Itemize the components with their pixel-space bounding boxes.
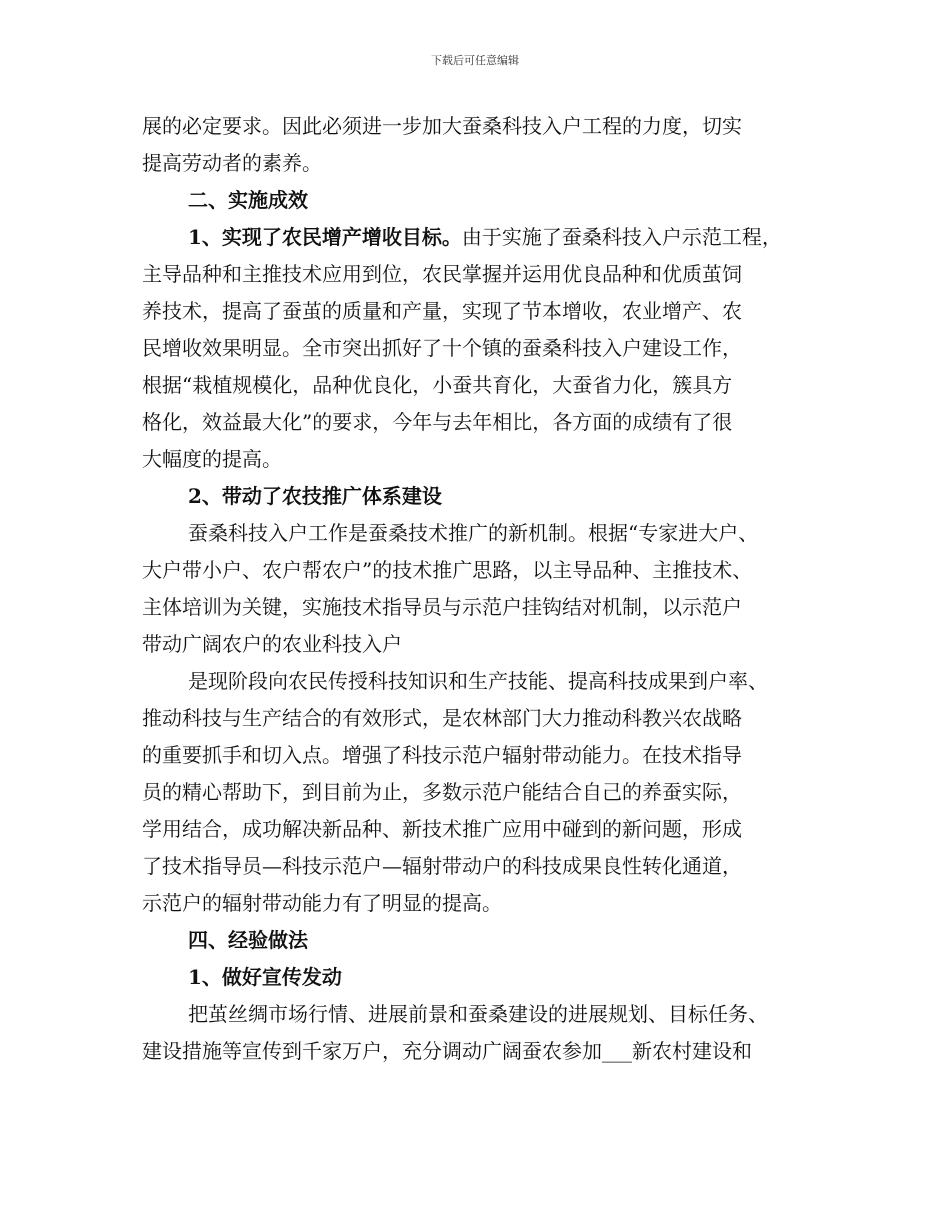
- subheading: [188, 959, 868, 996]
- body-line: 把茧丝绸市场行情、进展前景和蚕桑建设的进展规划、目标任务、: [188, 1002, 768, 1026]
- item-number: 1、: [188, 965, 222, 989]
- body-text: 由于实施了蚕桑科技入户示范工程，: [461, 225, 782, 249]
- body-line: 展的必定要求。因此必须进一步加大蚕桑科技入户工程的力度，切实: [142, 114, 742, 138]
- body-line: 建设措施等宣传到千家万户，充分调动广阔蚕农参加___新农村建设和: [142, 1039, 752, 1063]
- body-line: 带动广阔农户的农业科技入户: [142, 632, 402, 656]
- body-line: 的重要抓手和切入点。增强了科技示范户辐射带动能力。在技术指导: [142, 743, 742, 767]
- body-line: 主体培训为关键，实施技术指导员与示范户挂钩结对机制，以示范户: [142, 595, 742, 619]
- body-line: 提高劳动者的素养。: [142, 151, 322, 175]
- body-line: 示范户的辐射带动能力有了明显的提高。: [142, 891, 502, 915]
- body-line: 了技术指导员—科技示范户—辐射带动户的科技成果良性转化通道，: [142, 854, 742, 878]
- subheading-text: 做好宣传发动: [221, 965, 342, 989]
- body-line: 学用结合，成功解决新品种、新技术推广应用中碰到的新问题，形成: [142, 817, 742, 841]
- subheading: 实现了农民增产增收目标。: [221, 225, 462, 249]
- body-line: 推动科技与生产结合的有效形式，是农林部门大力推动科教兴农战略: [142, 706, 742, 730]
- subheading: [188, 478, 868, 515]
- item-number: 1、: [188, 225, 222, 249]
- body-line: 民增收效果明显。全市突出抓好了十个镇的蚕桑科技入户建设工作，: [142, 336, 742, 360]
- item-number: 2、: [188, 484, 222, 508]
- section-heading: 二、实施成效: [188, 188, 308, 212]
- body-line: 根据“栽植规模化，品种优良化，小蚕共育化，大蚕省力化，簇具方: [142, 373, 733, 397]
- page-header: 下载后可任意编辑: [431, 54, 519, 67]
- body-line: 大幅度的提高。: [142, 447, 282, 471]
- section-heading: 四、经验做法: [188, 928, 308, 952]
- body-line: 员的精心帮助下，到目前为止，多数示范户能结合自己的养蚕实际，: [142, 780, 742, 804]
- body-line: 大户带小户、农户帮农户”的技术推广思路，以主导品种、主推技术、: [142, 558, 753, 582]
- body-line: 养技术，提高了蚕茧的质量和产量，实现了节本增收，农业增产、农: [142, 299, 742, 323]
- body-line: 主导品种和主推技术应用到位，农民掌握并运用优良品种和优质茧饲: [142, 262, 742, 286]
- paragraph-start: [188, 219, 868, 256]
- subheading-text: 带动了农技推广体系建设: [221, 484, 442, 508]
- body-line: 是现阶段向农民传授科技知识和生产技能、提高科技成果到户率、: [188, 669, 768, 693]
- body-line: 格化，效益最大化”的要求，今年与去年相比，各方面的成绩有了很: [142, 410, 733, 434]
- body-line: 蚕桑科技入户工作是蚕桑技术推广的新机制。根据“专家进大户、: [188, 521, 759, 545]
